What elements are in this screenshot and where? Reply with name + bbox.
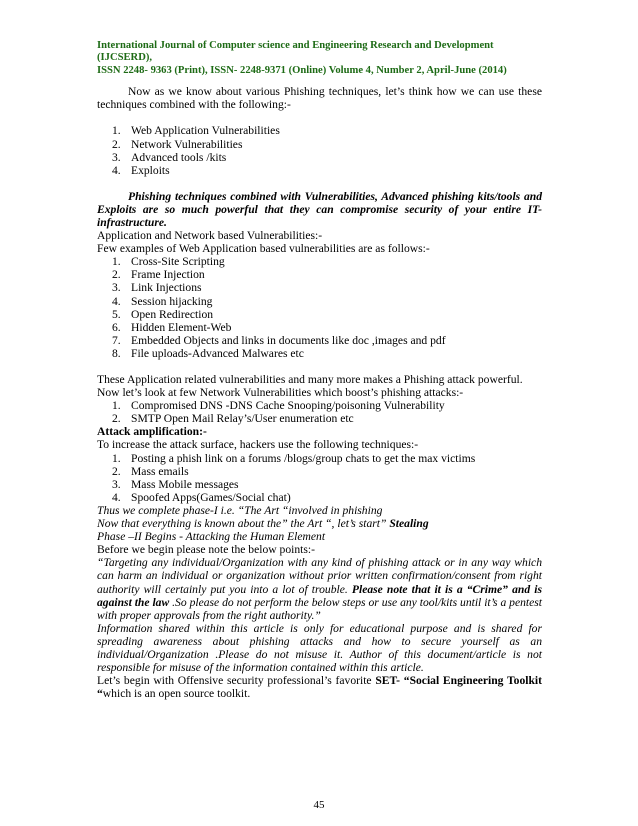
list-item: 1. Web Application Vulnerabilities [112, 124, 280, 138]
list-item: 3. Advanced tools /kits [112, 150, 227, 164]
stealing-label: Stealing [389, 517, 429, 531]
phase2-title: Phase –II Begins - Attacking the Human Element [97, 530, 326, 544]
set-toolkit-name: SET- “Social Engineering Toolkit “ [97, 674, 543, 701]
list-item: 3. Link Injections [112, 281, 202, 295]
list-item: 2. Frame Injection [112, 268, 205, 282]
attack-amplification-heading: Attack amplification:- [97, 425, 207, 439]
list-item: 4. Spoofed Apps(Games/Social chat) [112, 490, 291, 504]
set-paragraph: Let’s begin with Offensive security professional’s favorite SET- “Social Engineering Toolkit “which is an open source toolkit. [97, 674, 543, 701]
list-item: 2. Mass emails [112, 464, 189, 478]
list-item: 1. Cross-Site Scripting [112, 255, 225, 269]
attack-intro: To increase the attack surface, hackers use the following techniques:- [97, 438, 419, 452]
list-item: 1. Posting a phish link on a forums /blogs/group chats to get the max victims [112, 451, 476, 465]
list-item: 7. Embedded Objects and links in documents like doc ,images and pdf [112, 333, 446, 347]
network-vulnerability-list [97, 399, 542, 425]
list-item: 2. Network Vulnerabilities [112, 137, 243, 151]
app-network-heading: Application and Network based Vulnerabilities:- [97, 229, 323, 243]
list-item: 8. File uploads-Advanced Malwares etc [112, 346, 304, 360]
list-item: 6. Hidden Element-Web [112, 320, 232, 334]
crime-warning: Please note that it is a “Crime” and is against the law [97, 582, 542, 609]
web-examples-intro: Few examples of Web Application based vulnerabilities are as follows:- [97, 242, 430, 256]
list-item: 5. Open Redirection [112, 307, 214, 321]
network-intro: Now let’s look at few Network Vulnerabilities which boost’s phishing attacks:- [97, 386, 464, 400]
disclaimer-paragraph: “Targeting any individual/Organization with any kind of phishing attack or in any way which can harm an individual or organization without prior written confirmation/consent from right authority will certainly put you into a lot of trouble. Please note that it is a “Crime” and is against the law .So please do not perform the below steps or use any tool/kits until it’s a pentest with proper approvals from the right authority.” [97, 556, 543, 622]
journal-header-line-2: ISSN 2248- 9363 (Print), ISSN- 2248-9371 (Online) Volume 4, Number 2, April-June (2014) [97, 64, 507, 76]
page-number: 45 [313, 799, 325, 811]
attack-technique-list [97, 452, 542, 504]
list-item: 4. Exploits [112, 163, 170, 177]
info-shared-paragraph: Information shared within this article is only for educational purpose and is shared for spreading awareness about phishing attacks and how to secure yourself as an individual/Organization .Please do not misuse it. Author of this document/article is not responsible for misuse of the information contained within this article. [97, 621, 542, 675]
combined-list [97, 124, 542, 176]
list-item: 3. Mass Mobile messages [112, 477, 239, 491]
journal-header-line-1: International Journal of Computer science and Engineering Research and Development (IJCSERD), [97, 40, 494, 64]
web-vulnerability-list [97, 255, 542, 360]
list-item: 1. Compromised DNS -DNS Cache Snooping/poisoning Vulnerability [112, 399, 445, 413]
list-item: 4. Session hijacking [112, 294, 213, 308]
phase1-complete: Thus we complete phase-I i.e. “The Art “involved in phishing [97, 503, 383, 517]
app-related-paragraph: These Application related vulnerabilities and many more makes a Phishing attack powerful. [97, 373, 523, 386]
intro-paragraph: Now as we know about various Phishing techniques, let’s think how we can use these techniques combined with the following:- [97, 85, 542, 112]
emphasis-paragraph: Phishing techniques combined with Vulnerabilities, Advanced phishing kits/tools and Exploits are so much powerful that they can compromise security of your entire IT-infrastructure. [97, 189, 542, 229]
journal-header [97, 40, 542, 77]
before-begin: Before we begin please note the below points:- [97, 543, 315, 557]
list-item: 2. SMTP Open Mail Relay’s/User enumeration etc [112, 412, 354, 426]
phase2-lead: Now that everything is known about the” the Art “, let’s start” Stealing [97, 517, 429, 531]
